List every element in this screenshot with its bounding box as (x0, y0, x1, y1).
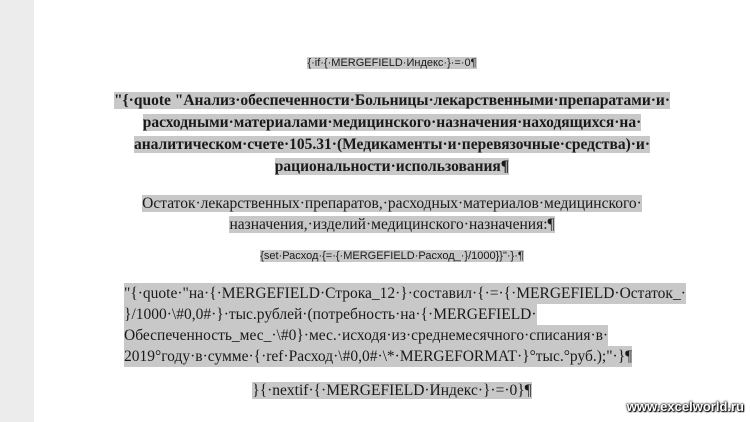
set-field-line[interactable] (34, 250, 750, 262)
nextif-field-line[interactable] (34, 380, 750, 401)
heading-text-4[interactable]: рациональности·использования¶ (274, 158, 510, 175)
quote-paragraph[interactable] (124, 283, 694, 367)
paragraph-line-4 (124, 346, 694, 367)
paragraph-text-3[interactable]: Обеспеченность_мес_·\#0}·мес.·исходя·из·среднемесячного·списания·в· (124, 327, 609, 344)
remainder-line-1 (34, 193, 750, 214)
paragraph-text-4[interactable]: 2019°году·в·сумме·{·ref·Расход·\#0,0#·\*·MERGEFORMAT·}°тыс.°руб.);"·}¶ (124, 348, 633, 365)
paragraph-line-2 (124, 304, 694, 325)
heading-text-2[interactable]: расходными·материалами·медицинского·назначения·находящихся·на· (142, 114, 642, 131)
remainder-text-2[interactable]: назначения,·изделий·медицинского·назначения:¶ (229, 216, 555, 233)
site-watermark: www.excelworld.ru (626, 399, 744, 414)
remainder-text-1[interactable]: Остаток·лекарственных·препаратов,·расходных·материалов·медицинского· (142, 195, 642, 212)
set-field[interactable]: {set·Расход·{=·{·MERGEFIELD·Расход_·}/1000}}"·}·¶ (260, 250, 524, 262)
document-page[interactable] (34, 0, 750, 422)
paragraph-text-2[interactable]: }/1000·\#0,0#·}·тыс.рублей·(потребность·на·{·MERGEFIELD· (124, 306, 537, 323)
paragraph-text-1[interactable]: "{·quote·"на·{·MERGEFIELD·Строка_12·}·составил·{·=·{·MERGEFIELD·Остаток_· (124, 285, 686, 302)
heading-text-1[interactable]: "{·quote "Анализ·обеспеченности·Больницы·лекарственными·препаратами·и· (113, 92, 671, 109)
paragraph-line-1 (124, 283, 694, 304)
if-field-line[interactable] (34, 57, 750, 69)
paragraph-line-3 (124, 325, 694, 346)
heading-text-3[interactable]: аналитическом·счете·105.31·(Медикаменты·и·перевязочные·средства)·и· (133, 136, 651, 153)
remainder-line-2 (34, 214, 750, 235)
heading-line-3 (34, 134, 750, 156)
heading-line-4 (34, 156, 750, 178)
heading-line-2 (34, 112, 750, 134)
if-field[interactable]: {·if·{·MERGEFIELD·Индекс·}·=·0¶ (307, 57, 477, 69)
nextif-field[interactable]: }{·nextif·{·MERGEFIELD·Индекс·}·=·0}¶ (252, 382, 532, 399)
heading-line-1 (34, 90, 750, 112)
